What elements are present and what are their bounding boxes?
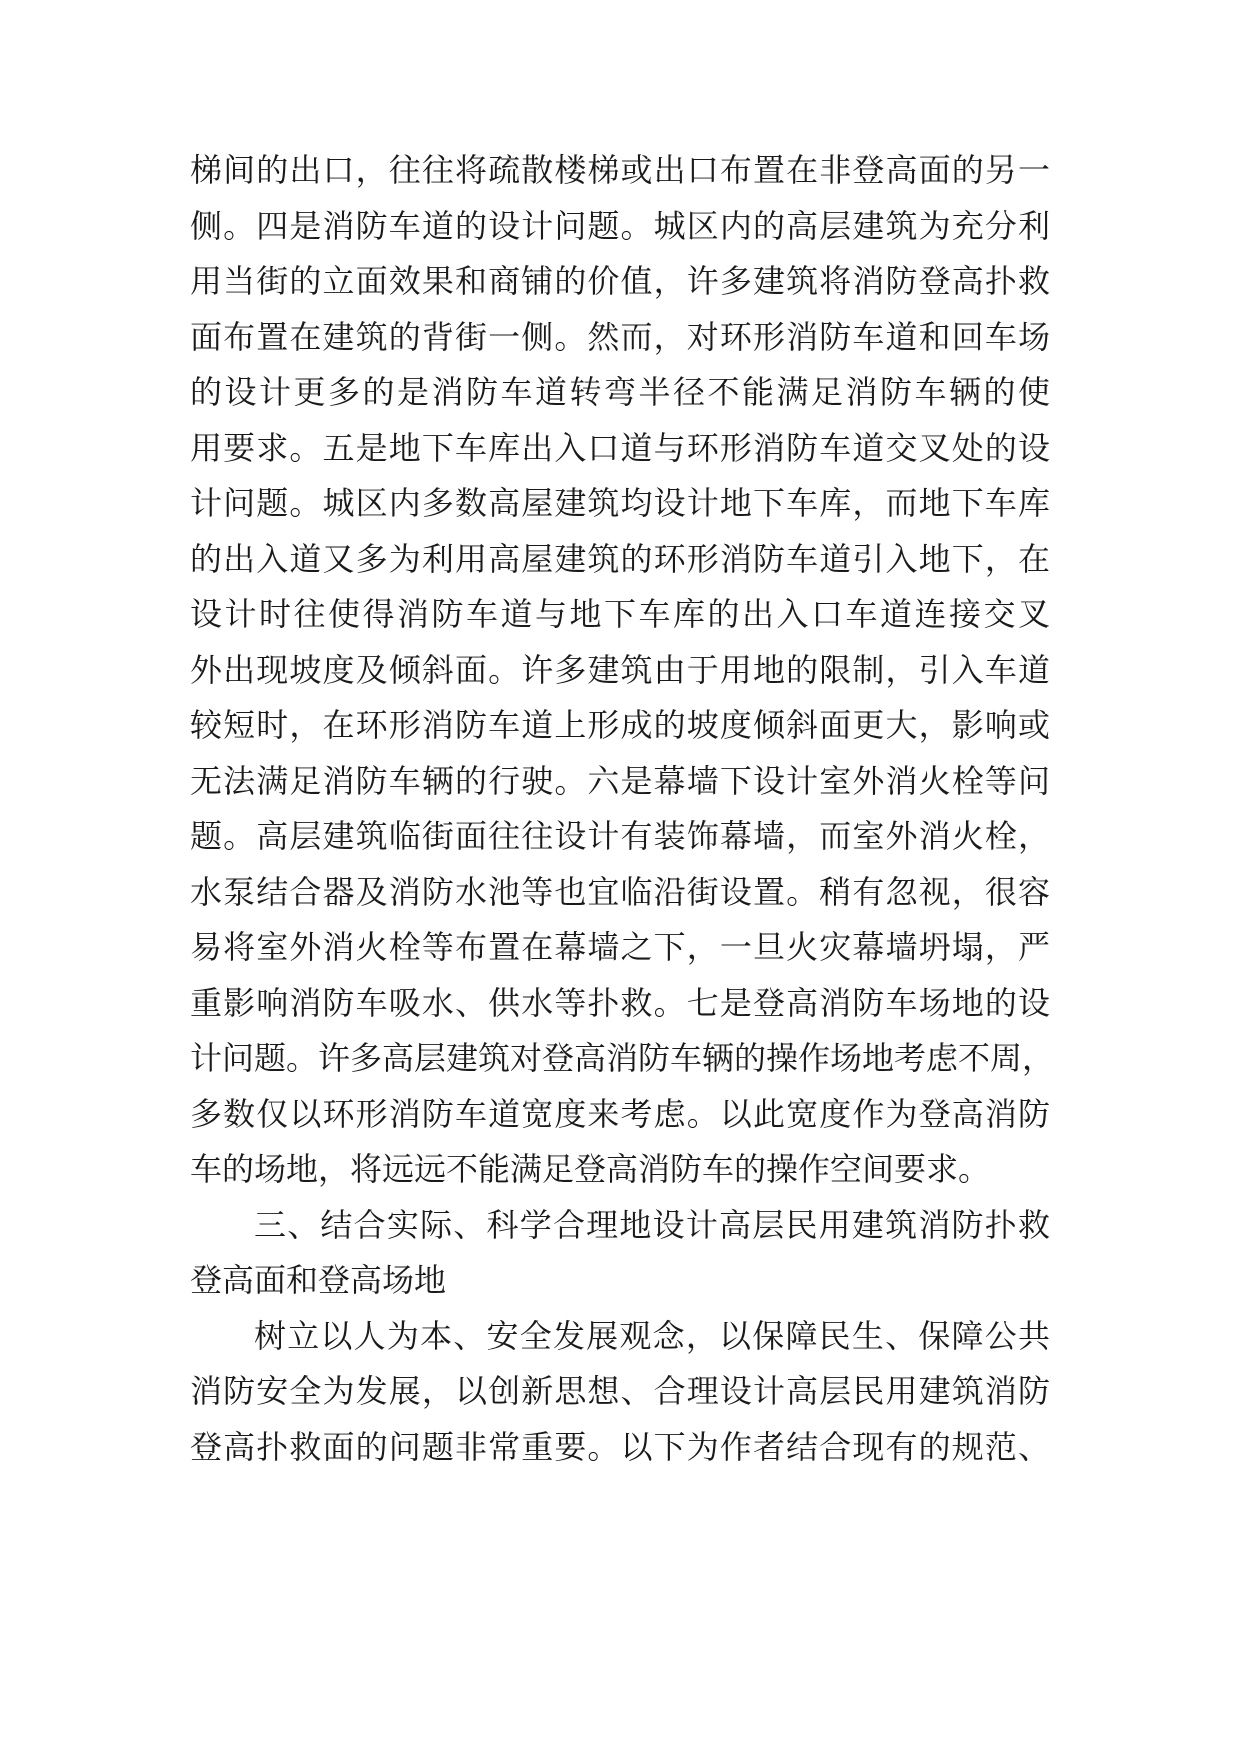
text-line: 登高扑救面的问题非常重要。以下为作者结合现有的规范、 (190, 1427, 1050, 1466)
text-line: 重影响消防车吸水、供水等扑救。七是登高消防车场地的设 (190, 983, 1050, 1022)
text-line: 计问题。许多高层建筑对登高消防车辆的操作场地考虑不周， (190, 1039, 1055, 1077)
text-line: 车的场地，将远远不能满足登高消防车的操作空间要求。 (190, 1150, 991, 1188)
text-line: 用当街的立面效果和商铺的价值，许多建筑将消防登高扑救 (190, 262, 1050, 300)
text-line: 设计时往使得消防车道与地下车库的出入口车道连接交叉 (190, 595, 1050, 633)
text-line: 题。高层建筑临街面往往设计有装饰幕墙，而室外消火栓， (190, 817, 1050, 855)
text-line: 易将室外消火栓等布置在幕墙之下，一旦火灾幕墙坍塌，严 (190, 928, 1050, 966)
text-line: 侧。四是消防车道的设计问题。城区内的高层建筑为充分利 (190, 206, 1050, 245)
text-line: 面布置在建筑的背街一侧。然而，对环形消防车道和回车场 (190, 317, 1050, 356)
text-line: 较短时，在环形消防车道上形成的坡度倾斜面更大，影响或 (190, 706, 1050, 744)
text-line: 水泵结合器及消防水池等也宜临沿街设置。稍有忽视，很容 (190, 872, 1050, 911)
text-line: 树立以人为本、安全发展观念，以保障民生、保障公共 (254, 1316, 1050, 1355)
text-line: 用要求。五是地下车库出入口道与环形消防车道交叉处的设 (190, 428, 1050, 467)
text-line: 计问题。城区内多数高屋建筑均设计地下车库，而地下车库 (190, 484, 1050, 522)
text-line: 外出现坡度及倾斜面。许多建筑由于用地的限制，引入车道 (190, 650, 1050, 689)
text-line: 梯间的出口，往往将疏散楼梯或出口布置在非登高面的另一 (190, 151, 1050, 189)
text-line: 三、结合实际、科学合理地设计高层民用建筑消防扑救 (254, 1205, 1050, 1244)
text-line: 消防安全为发展，以创新思想、合理设计高层民用建筑消防 (190, 1372, 1050, 1410)
text-line: 登高面和登高场地 (190, 1261, 447, 1299)
text-line: 多数仅以环形消防车道宽度来考虑。以此宽度作为登高消防 (190, 1094, 1050, 1133)
text-line: 无法满足消防车辆的行驶。六是幕墙下设计室外消火栓等问 (190, 761, 1050, 800)
text-line: 的设计更多的是消防车道转弯半径不能满足消防车辆的使 (190, 373, 1050, 411)
text-line: 的出入道又多为利用高屋建筑的环形消防车道引入地下，在 (190, 539, 1050, 578)
